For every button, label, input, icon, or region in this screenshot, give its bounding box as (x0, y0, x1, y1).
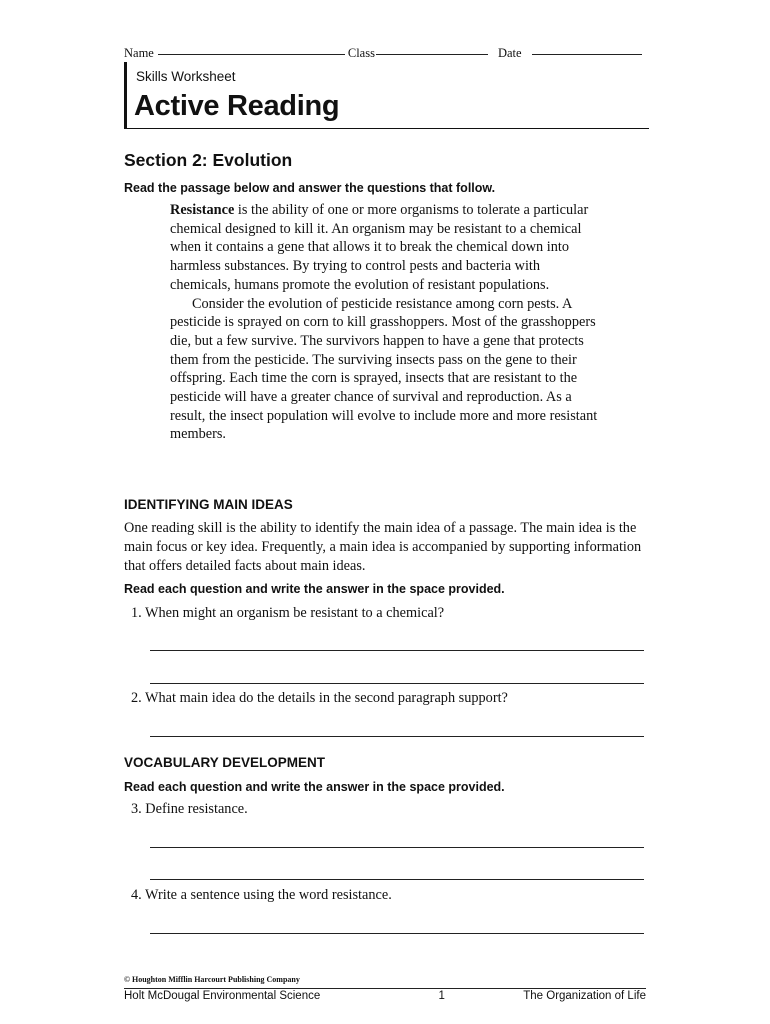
footer-rule (124, 988, 646, 989)
reading-passage (170, 201, 600, 444)
student-info-header (124, 46, 644, 61)
main-ideas-instruction: Read each question and write the answer in the space provided. (124, 582, 505, 596)
page-title: Active Reading (134, 90, 340, 122)
question-2: 2. What main idea do the details in the second paragraph support? (131, 690, 508, 706)
name-label: Name (124, 46, 154, 60)
page-number: 1 (438, 990, 445, 1002)
answer-line-2[interactable] (150, 736, 644, 737)
footer-chapter: The Organization of Life (523, 990, 646, 1002)
date-label: Date (497, 46, 522, 60)
date-blank[interactable] (532, 53, 642, 55)
question-4: 4. Write a sentence using the word resistance. (131, 887, 392, 903)
question-3: 3. Define resistance. (131, 801, 248, 817)
answer-line-1a[interactable] (150, 650, 644, 651)
passage-paragraph-1 (170, 201, 600, 295)
vocabulary-heading: VOCABULARY DEVELOPMENT (124, 755, 326, 770)
main-ideas-heading: IDENTIFYING MAIN IDEAS (124, 497, 293, 512)
question-1: 1. When might an organism be resistant to a chemical? (131, 605, 445, 621)
worksheet-subtitle: Skills Worksheet (136, 69, 236, 84)
passage-paragraph-1-text: is the ability of one or more organisms to tolerate a particular chemical designed to kill it. An organism may be resistant to a chemical when it contains a gene that allows it to break the chemical down into harmless substances. By trying to control pests and bacteria with chemicals, humans promote the evolution of resistant populations. (170, 202, 589, 293)
passage-paragraph-2: Consider the evolution of pesticide resistance among corn pests. A pesticide is sprayed on corn to kill grasshoppers. Most of the grasshoppers die, but a few survive. The survivors happen to have a gene that protects them from the pesticide. The surviving insects pass on the gene to their offspring. Each time the corn is sprayed, insects that are resistant to the pesticide will have a greater chance of survival and reproduction. As a result, the insect population will evolve to include more and more resistant members. (170, 295, 598, 443)
passage-instruction: Read the passage below and answer the questions that follow. (124, 181, 496, 195)
answer-line-1b[interactable] (150, 683, 644, 684)
answer-line-4[interactable] (150, 933, 644, 934)
class-blank[interactable] (376, 53, 488, 55)
vocabulary-instruction: Read each question and write the answer in the space provided. (124, 780, 505, 794)
answer-line-3a[interactable] (150, 847, 644, 848)
name-blank[interactable] (158, 53, 345, 55)
copyright-notice: © Houghton Mifflin Harcourt Publishing Company (124, 975, 300, 984)
main-ideas-body: One reading skill is the ability to identify the main idea of a passage. The main idea is the main focus or key idea. Frequently, a main idea is accompanied by supporting information that offers detailed facts about main ideas. (124, 520, 642, 574)
class-label: Class (347, 46, 375, 60)
footer-book-title: Holt McDougal Environmental Science (124, 990, 321, 1002)
answer-line-3b[interactable] (150, 879, 644, 880)
section-title: Section 2: Evolution (124, 150, 293, 170)
passage-term: Resistance (170, 202, 235, 218)
page-footer (124, 990, 646, 1002)
